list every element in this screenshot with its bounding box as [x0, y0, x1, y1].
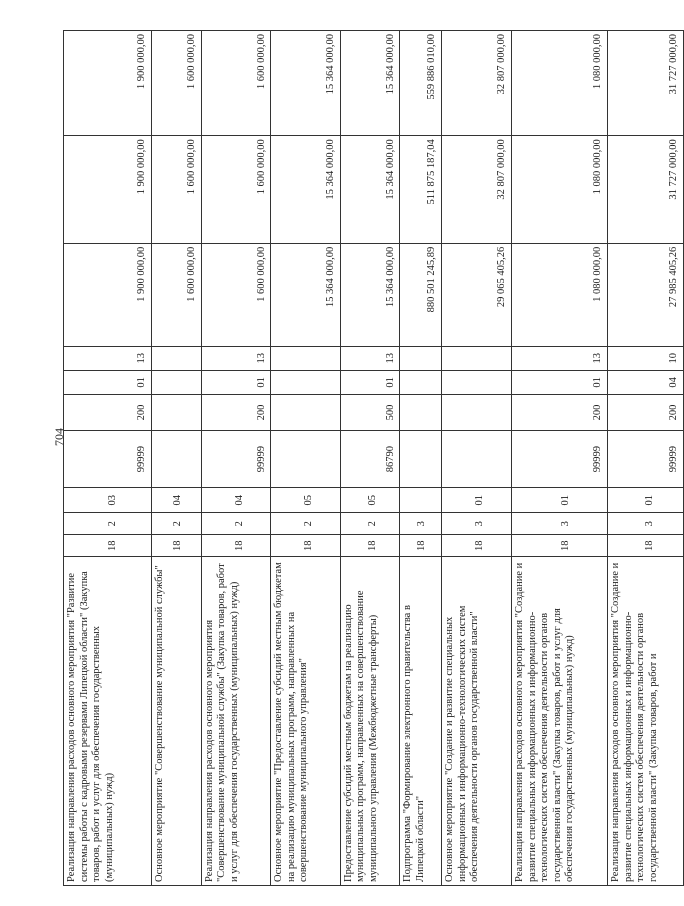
- amount-cell: 15 364 000,00: [340, 136, 400, 243]
- code-cell: [271, 370, 341, 394]
- row-description: Предоставление субсидий местным бюджетам на реализацию муниципальных программ, направленных на совершенствование муниципального управления (Межбюджетные трансферты): [340, 557, 400, 886]
- code-cell: 13: [340, 346, 400, 370]
- code-cell: [400, 431, 442, 488]
- code-cell: 200: [607, 394, 683, 430]
- code-cell: [400, 488, 442, 513]
- code-cell: [271, 394, 341, 430]
- code-cell: 13: [64, 346, 152, 370]
- code-cell: 01: [64, 370, 152, 394]
- amount-cell: 1 600 000,00: [201, 136, 271, 243]
- code-cell: 18: [400, 535, 442, 557]
- code-cell: 18: [511, 535, 607, 557]
- amount-cell: 15 364 000,00: [271, 243, 341, 346]
- code-cell: 2: [271, 513, 341, 535]
- code-cell: 3: [441, 513, 511, 535]
- code-cell: 3: [400, 513, 442, 535]
- amount-cell: 15 364 000,00: [271, 136, 341, 243]
- code-cell: 03: [64, 488, 152, 513]
- code-cell: 18: [201, 535, 271, 557]
- code-cell: 2: [340, 513, 400, 535]
- amount-cell: 1 600 000,00: [201, 31, 271, 136]
- code-cell: 3: [607, 513, 683, 535]
- code-cell: [152, 394, 202, 430]
- code-cell: 99999: [201, 431, 271, 488]
- code-cell: [152, 346, 202, 370]
- amount-cell: 31 727 000,00: [607, 136, 683, 243]
- row-description: Основное мероприятие "Совершенствование муниципальной службы": [152, 557, 202, 886]
- amount-cell: 15 364 000,00: [340, 243, 400, 346]
- code-cell: 200: [64, 394, 152, 430]
- code-cell: 99999: [607, 431, 683, 488]
- code-cell: 18: [271, 535, 341, 557]
- amount-cell: 1 080 000,00: [511, 243, 607, 346]
- table-row: [441, 31, 511, 886]
- code-cell: 13: [511, 346, 607, 370]
- code-cell: 05: [340, 488, 400, 513]
- table-row: [152, 31, 202, 886]
- table-row: [511, 31, 607, 886]
- code-cell: 01: [340, 370, 400, 394]
- amount-cell: 1 600 000,00: [152, 31, 202, 136]
- code-cell: [441, 346, 511, 370]
- code-cell: 99999: [64, 431, 152, 488]
- code-cell: 13: [201, 346, 271, 370]
- table-row: [400, 31, 442, 886]
- code-cell: 01: [511, 488, 607, 513]
- code-cell: 18: [152, 535, 202, 557]
- code-cell: [441, 431, 511, 488]
- code-cell: [441, 394, 511, 430]
- code-cell: [400, 394, 442, 430]
- amount-cell: 559 886 010,00: [400, 31, 442, 136]
- amount-cell: 32 807 000,00: [441, 136, 511, 243]
- code-cell: 04: [201, 488, 271, 513]
- row-description: Реализация направления расходов основного мероприятия "Создание и развитие специальных информационных и информационно-технологических систем обеспечения деятельности органов государственной власти" (Закупка товаров, работ и услуг для обеспечения государственных (муниципальных) нужд): [511, 557, 607, 886]
- code-cell: 3: [511, 513, 607, 535]
- code-cell: [400, 346, 442, 370]
- amount-cell: 15 364 000,00: [271, 31, 341, 136]
- table-row: [64, 31, 152, 886]
- amount-cell: 511 875 187,04: [400, 136, 442, 243]
- code-cell: 2: [201, 513, 271, 535]
- code-cell: [271, 431, 341, 488]
- amount-cell: 1 900 000,00: [64, 31, 152, 136]
- row-description: Реализация направления расходов основного мероприятия "Развитие системы работы с кадровыми резервами Липецкой области" (Закупка товаров, работ и услуг для обеспечения государственных (муниципальных) нужд): [64, 557, 152, 886]
- code-cell: 18: [64, 535, 152, 557]
- code-cell: 04: [152, 488, 202, 513]
- code-cell: 10: [607, 346, 683, 370]
- amount-cell: 27 985 405,26: [607, 243, 683, 346]
- code-cell: 200: [511, 394, 607, 430]
- budget-table: [63, 30, 684, 886]
- code-cell: 99999: [511, 431, 607, 488]
- page-number: 704: [52, 428, 66, 446]
- rotated-table-area: [63, 30, 679, 886]
- code-cell: 04: [607, 370, 683, 394]
- row-description: Подпрограмма "Формирование электронного правительства в Липецкой области": [400, 557, 442, 886]
- code-cell: 18: [607, 535, 683, 557]
- amount-cell: 1 600 000,00: [201, 243, 271, 346]
- amount-cell: 1 600 000,00: [152, 136, 202, 243]
- code-cell: [441, 370, 511, 394]
- code-cell: 01: [511, 370, 607, 394]
- amount-cell: 32 807 000,00: [441, 31, 511, 136]
- table-row: [340, 31, 400, 886]
- code-cell: 2: [64, 513, 152, 535]
- code-cell: [271, 346, 341, 370]
- code-cell: 500: [340, 394, 400, 430]
- amount-cell: 1 900 000,00: [64, 243, 152, 346]
- code-cell: [152, 431, 202, 488]
- code-cell: 18: [441, 535, 511, 557]
- code-cell: 18: [340, 535, 400, 557]
- code-cell: [152, 370, 202, 394]
- amount-cell: 1 600 000,00: [152, 243, 202, 346]
- row-description: Основное мероприятие "Предоставление субсидий местным бюджетам на реализацию муниципальных программ, направленных на совершенствование муниципального управления": [271, 557, 341, 886]
- code-cell: 86790: [340, 431, 400, 488]
- amount-cell: 29 065 405,26: [441, 243, 511, 346]
- code-cell: [400, 370, 442, 394]
- table-row: [271, 31, 341, 886]
- code-cell: 05: [271, 488, 341, 513]
- table-row: [201, 31, 271, 886]
- code-cell: 2: [152, 513, 202, 535]
- row-description: Реализация направления расходов основного мероприятия "Создание и развитие специальных информационных и информационно-технологических систем обеспечения деятельности органов государственной власти" (Закупка товаров, работ и: [607, 557, 683, 886]
- row-description: Реализация направления расходов основного мероприятия "Совершенствование муниципальной службы" (Закупка товаров, работ и услуг для обеспечения государственных (муниципальных) нужд): [201, 557, 271, 886]
- code-cell: 01: [441, 488, 511, 513]
- code-cell: 200: [201, 394, 271, 430]
- amount-cell: 1 080 000,00: [511, 136, 607, 243]
- amount-cell: 880 501 245,89: [400, 243, 442, 346]
- amount-cell: 15 364 000,00: [340, 31, 400, 136]
- amount-cell: 1 080 000,00: [511, 31, 607, 136]
- table-row: [607, 31, 683, 886]
- row-description: Основное мероприятие "Создание и развитие специальных информационных и информационно-технологических систем обеспечения деятельности органов государственной власти": [441, 557, 511, 886]
- code-cell: 01: [201, 370, 271, 394]
- amount-cell: 1 900 000,00: [64, 136, 152, 243]
- code-cell: 01: [607, 488, 683, 513]
- amount-cell: 31 727 000,00: [607, 31, 683, 136]
